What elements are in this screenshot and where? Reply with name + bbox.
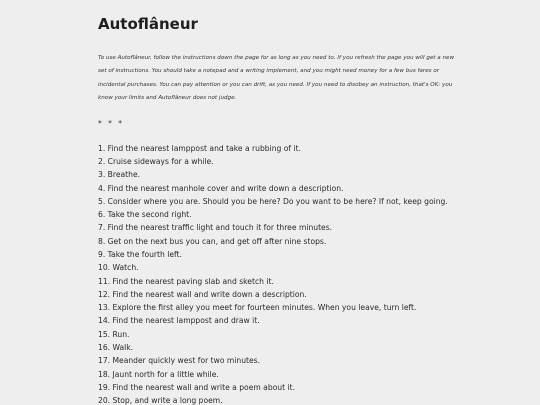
instruction-item: 20. Stop, and write a long poem. (98, 396, 223, 405)
instruction-item: 14. Find the nearest lamppost and draw it. (98, 316, 260, 326)
instruction-item: 11. Find the nearest paving slab and sketch it. (98, 276, 274, 286)
instruction-item: 8. Get on the next bus you can, and get off after nine stops. (98, 236, 327, 246)
instruction-item: 10. Watch. (98, 263, 139, 273)
intro-text: To use Autoflâneur, follow the instructions down the page for as long as you need to. If you refresh the page you will get a new set of instructions. You should take a notepad and a writing implement, and you might need money for a few bus fares or incidental purchases. You can pay attention or you can drift, as you need. If you need to disobey an instruction, that's OK: you know your limits and Autoflâneur does not judge. (98, 55, 455, 102)
instruction-item: 17. Meander quickly west for two minutes. (98, 356, 261, 366)
instruction-item: 4. Find the nearest manhole cover and write down a description. (98, 183, 344, 193)
instruction-item: 2. Cruise sideways for a while. (98, 156, 214, 166)
instruction-item: 12. Find the nearest wall and write down a description. (98, 289, 307, 299)
instruction-item: 3. Breathe. (98, 170, 141, 180)
instruction-item: 6. Take the second right. (98, 210, 192, 220)
page-title: Autoflâneur (98, 15, 198, 33)
page-content (98, 0, 518, 405)
instruction-list (98, 142, 518, 405)
instruction-item: 7. Find the nearest traffic light and touch it for three minutes. (98, 223, 333, 233)
instruction-item: 9. Take the fourth left. (98, 250, 182, 259)
instruction-item: 15. Run. (98, 329, 130, 339)
instruction-item: 19. Find the nearest wall and write a poem about it. (98, 382, 295, 392)
instruction-item: 13. Explore the first alley you meet for fourteen minutes. When you leave, turn left. (98, 303, 417, 313)
instruction-item: 16. Walk. (98, 343, 134, 353)
instruction-item: 18. Jaunt north for a little while. (98, 369, 219, 379)
instruction-item: 1. Find the nearest lamppost and take a rubbing of it. (98, 143, 301, 153)
section-separator: * * * (98, 118, 125, 128)
instruction-item: 5. Consider where you are. Should you be here? Do you want to be here? If not, keep going. (98, 196, 448, 206)
